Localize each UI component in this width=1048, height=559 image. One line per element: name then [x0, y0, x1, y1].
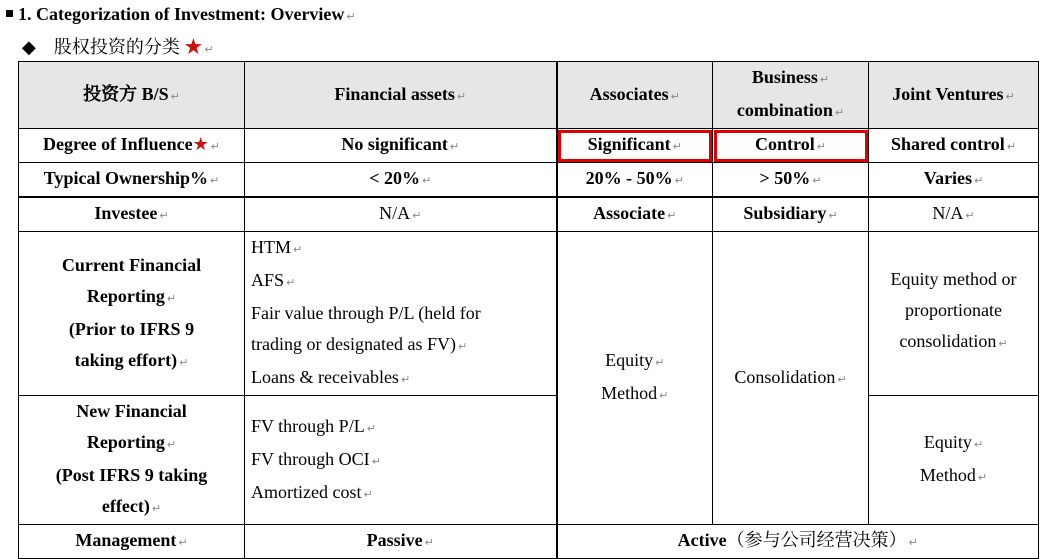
table-row-management [19, 525, 1039, 559]
current-financial-assets-list: HTM ↵ AFS ↵ Fair value through P/L (held for trading or designated as FV) ↵ Loans & receivables ↵ [245, 232, 557, 396]
section-heading [6, 4, 356, 25]
table-row-current-reporting [19, 232, 1039, 396]
ownership-financial-assets: < 20% ↵ [245, 163, 557, 198]
bullet-square-icon [6, 10, 13, 17]
ownership-joint-ventures: Varies ↵ [869, 163, 1039, 198]
red-star-icon: ★ [192, 134, 209, 154]
investee-associates: Associate ↵ [557, 197, 713, 232]
header-joint-ventures: Joint Ventures ↵ [869, 62, 1039, 129]
investee-financial-assets: N/A ↵ [245, 197, 557, 232]
table-row-influence [19, 129, 1039, 163]
influence-financial-assets: No significant ↵ [245, 129, 557, 163]
management-active: Active（参与公司经营决策） ↵ [557, 525, 1039, 559]
investment-categorization-table [18, 61, 1039, 559]
influence-joint-ventures: Shared control ↵ [869, 129, 1039, 163]
red-star-icon: ★ [184, 37, 203, 57]
ownership-business-combination: > 50% ↵ [713, 163, 869, 198]
influence-associates-highlighted: Significant ↵ [557, 129, 713, 163]
new-financial-assets-list: FV through P/L ↵ FV through OCI ↵ Amortized cost ↵ [245, 396, 557, 525]
current-reporting-label: Current Financial Reporting ↵ (Prior to IFRS 9 taking effort) ↵ [19, 232, 245, 396]
header-associates: Associates ↵ [557, 62, 713, 129]
current-joint-ventures-method: Equity method or proportionate consolidation ↵ [869, 232, 1039, 396]
table-row-investee [19, 197, 1039, 232]
ownership-label: Typical Ownership% ↵ [19, 163, 245, 198]
diamond-bullet-icon: ◆ [22, 37, 36, 57]
header-business-combination: Business ↵ combination ↵ [713, 62, 869, 129]
ownership-associates: 20% - 50% ↵ [557, 163, 713, 198]
header-investor: 投资方 B/S ↵ [19, 62, 245, 129]
influence-business-combination-highlighted: Control ↵ [713, 129, 869, 163]
table-header-row [19, 62, 1039, 129]
associates-equity-method: Equity ↵ Method ↵ [557, 232, 713, 525]
investee-joint-ventures: N/A ↵ [869, 197, 1039, 232]
management-financial-assets: Passive ↵ [245, 525, 557, 559]
paragraph-mark-icon: ↵ [346, 10, 356, 23]
paragraph-mark-icon: ↵ [204, 43, 214, 56]
subsection-heading [22, 33, 214, 59]
influence-label: Degree of Influence★ ↵ [19, 129, 245, 163]
table-row-new-reporting [19, 396, 1039, 525]
business-combination-consolidation: Consolidation ↵ [713, 232, 869, 525]
header-financial-assets: Financial assets ↵ [245, 62, 557, 129]
new-joint-ventures-method: Equity ↵ Method ↵ [869, 396, 1039, 525]
management-label: Management ↵ [19, 525, 245, 559]
investee-business-combination: Subsidiary ↵ [713, 197, 869, 232]
investee-label: Investee ↵ [19, 197, 245, 232]
table-row-ownership [19, 163, 1039, 198]
new-reporting-label: New Financial Reporting ↵ (Post IFRS 9 taking effect) ↵ [19, 396, 245, 525]
subsection-heading-text: 股权投资的分类 [53, 37, 180, 57]
section-heading-text: 1. Categorization of Investment: Overview [18, 4, 345, 24]
